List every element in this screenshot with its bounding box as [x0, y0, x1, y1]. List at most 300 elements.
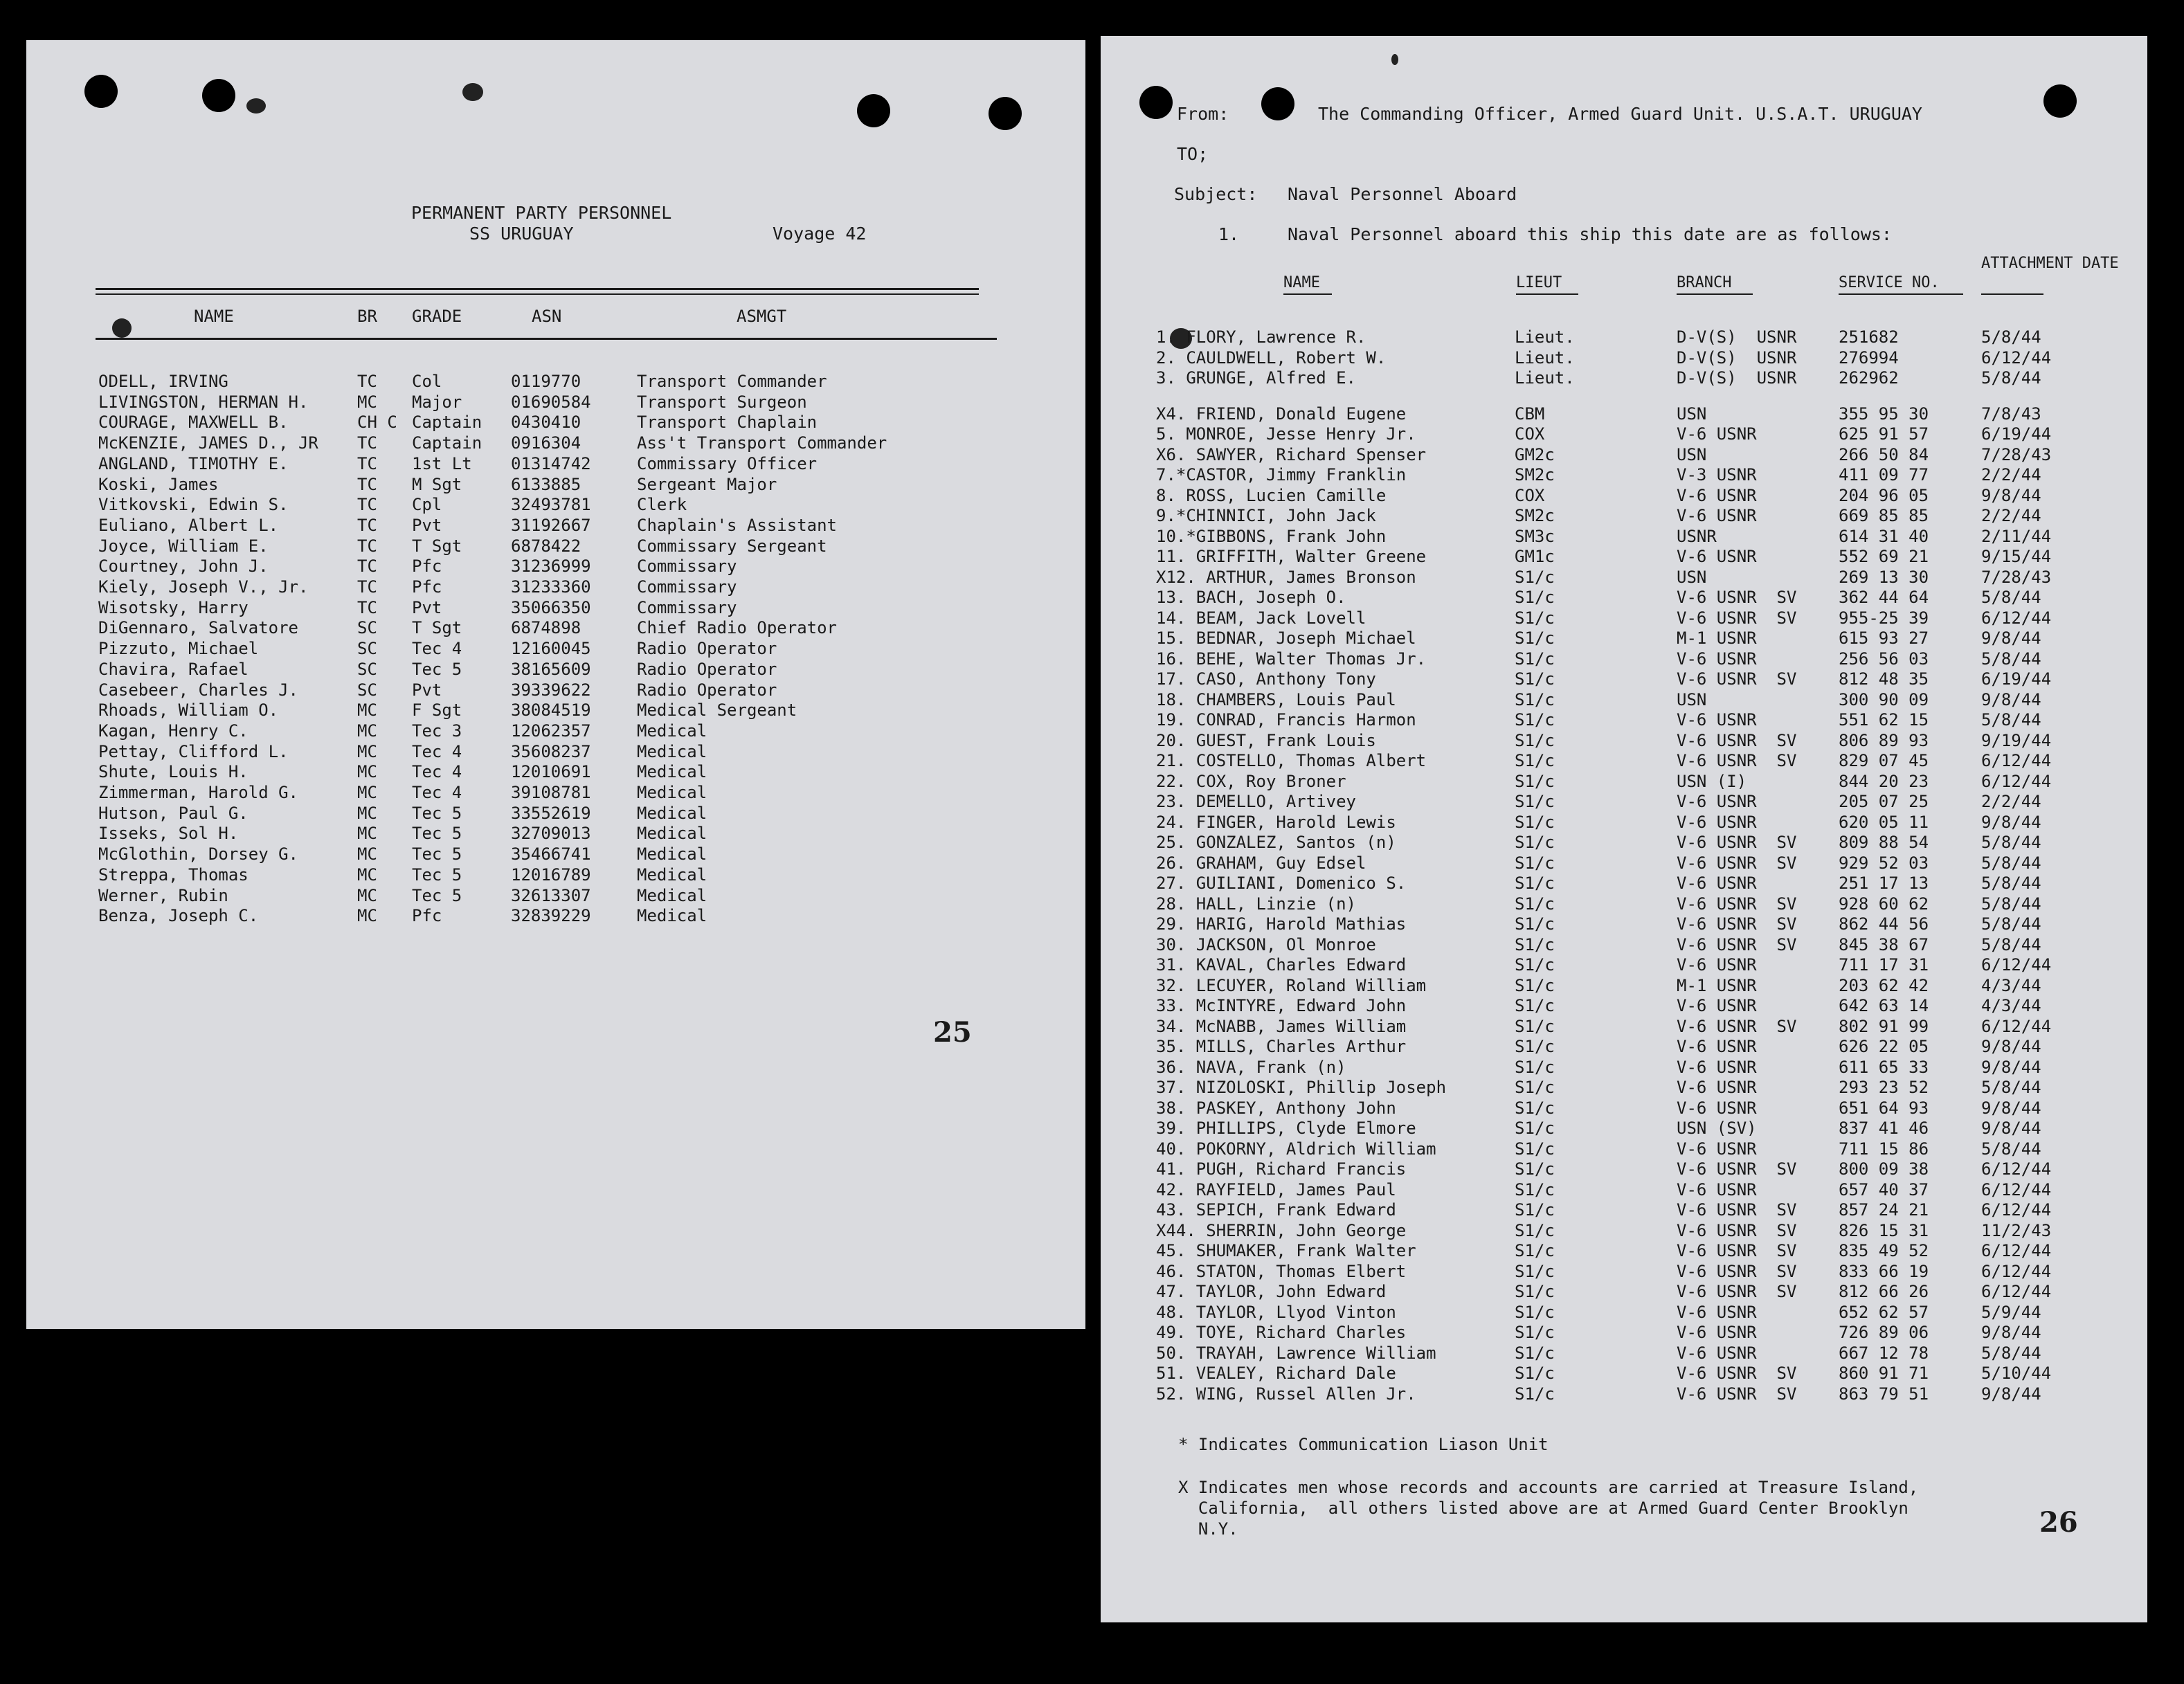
cell-assignment: Commissary Officer	[637, 453, 818, 473]
memo-paragraph-number: 1.	[1218, 224, 1240, 244]
cell-name: Euliano, Albert L.	[98, 515, 279, 535]
cell-assignment: Chaplain's Assistant	[637, 515, 837, 535]
cell-attachment-date: 9/8/44	[1981, 1323, 2041, 1342]
table-row	[1101, 750, 2147, 771]
table-row	[1101, 347, 2147, 368]
cell-branch: V-6 USNR	[1677, 1057, 1757, 1077]
cell-name: Isseks, Sol H.	[98, 824, 239, 844]
cell-name: 1. FLORY, Lawrence R.	[1156, 327, 1366, 347]
table-row	[1101, 709, 2147, 730]
cell-branch: TC	[357, 372, 377, 391]
memo-subject-text: Naval Personnel Aboard	[1288, 184, 1517, 204]
cell-name: 50. TRAYAH, Lawrence William	[1156, 1343, 1436, 1363]
cell-branch: TC	[357, 495, 377, 515]
header-underline-branch	[1677, 293, 1753, 295]
cell-rate: S1/c	[1515, 567, 1555, 587]
cell-attachment-date: 5/8/44	[1981, 368, 2041, 388]
table-row	[1101, 526, 2147, 547]
cell-name: Koski, James	[98, 474, 219, 494]
cell-grade: M Sgt	[412, 474, 462, 494]
col-asn-header: ASN	[532, 307, 562, 326]
cell-branch: V-6 USNR SV	[1677, 1220, 1797, 1240]
table-row	[1101, 853, 2147, 873]
cell-rate: S1/c	[1515, 934, 1555, 954]
cell-branch: V-6 USNR	[1677, 1098, 1757, 1118]
table-row	[1101, 1261, 2147, 1282]
cell-attachment-date: 6/12/44	[1981, 1016, 2052, 1036]
cell-branch: USN (SV)	[1677, 1119, 1757, 1138]
table-row	[1101, 587, 2147, 608]
table-row	[1101, 1302, 2147, 1323]
cell-rate: Lieut.	[1515, 347, 1575, 368]
cell-name: 21. COSTELLO, Thomas Albert	[1156, 751, 1427, 770]
cell-name: 18. CHAMBERS, Louis Paul	[1156, 689, 1396, 709]
cell-grade: Pvt	[412, 597, 442, 617]
cell-service-number: 844 20 23	[1839, 771, 1929, 791]
cell-rate: S1/c	[1515, 1261, 1555, 1281]
cell-service-number: 411 09 77	[1839, 465, 1929, 485]
cell-attachment-date: 5/8/44	[1981, 1343, 2041, 1363]
cell-rate: SM3c	[1515, 526, 1555, 546]
cell-name: 16. BEHE, Walter Thomas Jr.	[1156, 649, 1427, 669]
punch-hole	[2043, 84, 2077, 118]
cell-asn: 32493781	[511, 495, 591, 515]
cell-asn: 39108781	[511, 783, 591, 802]
table-row	[1101, 327, 2147, 347]
cell-rate: S1/c	[1515, 751, 1555, 770]
cell-branch: V-6 USNR	[1677, 955, 1757, 975]
cell-service-number: 806 89 93	[1839, 730, 1929, 750]
cell-service-number: 300 90 09	[1839, 689, 1929, 709]
table-row	[1101, 424, 2147, 444]
cell-rate: S1/c	[1515, 1179, 1555, 1199]
cell-service-number: 652 62 57	[1839, 1302, 1929, 1322]
cell-name: 32. LECUYER, Roland William	[1156, 975, 1427, 995]
cell-asn: 35466741	[511, 844, 591, 864]
cell-branch: MC	[357, 803, 377, 823]
cell-grade: Tec 5	[412, 659, 462, 679]
cell-assignment: Radio Operator	[637, 659, 777, 679]
cell-service-number: 955-25 39	[1839, 608, 1929, 628]
cell-grade: Pvt	[412, 515, 442, 535]
cell-attachment-date: 9/15/44	[1981, 547, 2052, 566]
cell-name: 24. FINGER, Harold Lewis	[1156, 812, 1396, 832]
table-row	[1101, 567, 2147, 588]
cell-asn: 31236999	[511, 556, 591, 577]
table-row	[1101, 1016, 2147, 1037]
cell-branch: V-3 USNR	[1677, 465, 1757, 485]
cell-branch: V-6 USNR SV	[1677, 1282, 1797, 1301]
col-br-header: BR	[357, 307, 377, 326]
table-row	[26, 617, 1085, 638]
cell-rate: S1/c	[1515, 1139, 1555, 1159]
cell-branch: V-6 USNR	[1677, 424, 1757, 444]
cell-rate: S1/c	[1515, 1282, 1555, 1301]
punch-hole	[857, 94, 890, 127]
cell-rate: S1/c	[1515, 853, 1555, 873]
cell-rate: S1/c	[1515, 1220, 1555, 1240]
table-row	[26, 453, 1085, 474]
table-row	[26, 515, 1085, 536]
cell-attachment-date: 6/12/44	[1981, 771, 2052, 791]
cell-service-number: 837 41 46	[1839, 1119, 1929, 1138]
cell-name: 36. NAVA, Frank (n)	[1156, 1057, 1346, 1077]
cell-rate: S1/c	[1515, 792, 1555, 811]
col-attachment-header: ATTACHMENT DATE	[1981, 255, 2119, 272]
cell-attachment-date: 5/8/44	[1981, 1078, 2041, 1097]
cell-assignment: Medical	[637, 762, 707, 782]
cell-service-number: 362 44 64	[1839, 588, 1929, 607]
cell-grade: Tec 5	[412, 824, 462, 844]
cell-service-number: 251 17 13	[1839, 873, 1929, 893]
cell-grade: 1st Lt	[412, 453, 472, 473]
table-row	[1101, 485, 2147, 506]
cell-name: 33. McINTYRE, Edward John	[1156, 996, 1407, 1015]
cell-name: 26. GRAHAM, Guy Edsel	[1156, 853, 1366, 873]
cell-grade: Cpl	[412, 495, 442, 515]
cell-name: 14. BEAM, Jack Lovell	[1156, 608, 1366, 628]
table-row	[1101, 730, 2147, 751]
cell-service-number: 812 48 35	[1839, 669, 1929, 689]
cell-service-number: 863 79 51	[1839, 1384, 1929, 1404]
cell-grade: Pfc	[412, 577, 442, 597]
col-name-header: NAME	[1283, 274, 1320, 291]
table-row	[1101, 1220, 2147, 1241]
table-row	[1101, 608, 2147, 628]
cell-name: 52. WING, Russel Allen Jr.	[1156, 1384, 1416, 1404]
cell-branch: V-6 USNR SV	[1677, 833, 1797, 852]
table-row	[1101, 444, 2147, 465]
cell-branch: TC	[357, 536, 377, 556]
cell-attachment-date: 2/2/44	[1981, 506, 2041, 525]
cell-rate: S1/c	[1515, 730, 1555, 750]
cell-branch: V-6 USNR	[1677, 1037, 1757, 1056]
cell-attachment-date: 9/8/44	[1981, 628, 2041, 648]
table-row	[1101, 546, 2147, 567]
cell-assignment: Medical	[637, 721, 707, 741]
cell-asn: 12016789	[511, 864, 591, 885]
cell-asn: 31192667	[511, 515, 591, 535]
cell-name: 43. SEPICH, Frank Edward	[1156, 1200, 1396, 1220]
cell-rate: S1/c	[1515, 833, 1555, 852]
table-row	[1101, 914, 2147, 934]
header-rule-top	[96, 288, 979, 290]
table-row	[1101, 1343, 2147, 1364]
table-row	[1101, 464, 2147, 485]
cell-grade: Tec 3	[412, 721, 462, 741]
cell-attachment-date: 5/8/44	[1981, 833, 2041, 852]
cell-branch: V-6 USNR	[1677, 1302, 1757, 1322]
cell-service-number: 614 31 40	[1839, 526, 1929, 546]
cell-branch: MC	[357, 700, 377, 721]
table-row	[1101, 689, 2147, 710]
table-row	[1101, 1179, 2147, 1200]
cell-name: 34. McNABB, James William	[1156, 1016, 1407, 1036]
table-row	[1101, 1240, 2147, 1261]
table-row	[1101, 368, 2147, 388]
cell-rate: S1/c	[1515, 1302, 1555, 1322]
cell-grade: Tec 4	[412, 783, 462, 802]
cell-branch: USN	[1677, 567, 1707, 587]
cell-assignment: Medical	[637, 824, 707, 844]
cell-attachment-date: 5/8/44	[1981, 873, 2041, 893]
cell-attachment-date: 6/12/44	[1981, 1200, 2052, 1220]
cell-rate: S1/c	[1515, 649, 1555, 669]
cell-asn: 31233360	[511, 577, 591, 597]
cell-assignment: Medical	[637, 864, 707, 885]
cell-branch: V-6 USNR	[1677, 1078, 1757, 1097]
cell-rate: S1/c	[1515, 812, 1555, 832]
cell-branch: V-6 USNR	[1677, 873, 1757, 893]
cell-branch: V-6 USNR SV	[1677, 934, 1797, 954]
cell-name: 31. KAVAL, Charles Edward	[1156, 955, 1407, 975]
cell-rate: GM2c	[1515, 444, 1555, 464]
cell-branch: V-6 USNR SV	[1677, 608, 1797, 628]
cell-branch: V-6 USNR SV	[1677, 1241, 1797, 1260]
cell-assignment: Ass't Transport Commander	[637, 433, 887, 453]
cell-rate: S1/c	[1515, 1241, 1555, 1260]
col-service-header: SERVICE NO.	[1839, 274, 1940, 291]
cell-name: Pizzuto, Michael	[98, 639, 259, 659]
table-row	[26, 823, 1085, 844]
cell-service-number: 857 24 21	[1839, 1200, 1929, 1220]
cell-rate: Lieut.	[1515, 327, 1575, 347]
cell-service-number: 711 17 31	[1839, 955, 1929, 975]
cell-service-number: 205 07 25	[1839, 792, 1929, 811]
cell-branch: V-6 USNR SV	[1677, 1159, 1797, 1179]
cell-branch: MC	[357, 741, 377, 761]
cell-attachment-date: 9/8/44	[1981, 1037, 2041, 1056]
table-row	[1101, 1281, 2147, 1302]
cell-service-number: 809 88 54	[1839, 833, 1929, 852]
header-rule-top-2	[96, 293, 979, 295]
header-underline-name	[1283, 293, 1332, 295]
cell-attachment-date: 5/8/44	[1981, 934, 2041, 954]
cell-branch: USN	[1677, 444, 1707, 464]
cell-rate: S1/c	[1515, 1343, 1555, 1363]
cell-asn: 01314742	[511, 453, 591, 473]
cell-rate: S1/c	[1515, 1037, 1555, 1056]
cell-service-number: 860 91 71	[1839, 1364, 1929, 1383]
memo-to-label: TO;	[1177, 144, 1209, 164]
cell-grade: Tec 5	[412, 864, 462, 885]
cell-rate: S1/c	[1515, 914, 1555, 934]
cell-branch: V-6 USNR SV	[1677, 1200, 1797, 1220]
table-row	[1101, 771, 2147, 792]
cell-rate: S1/c	[1515, 1057, 1555, 1077]
table-row	[1101, 1118, 2147, 1139]
cell-branch: V-6 USNR SV	[1677, 588, 1797, 607]
cell-branch: V-6 USNR	[1677, 1179, 1757, 1199]
cell-name: DiGennaro, Salvatore	[98, 618, 298, 638]
cell-name: X44. SHERRIN, John George	[1156, 1220, 1407, 1240]
cell-name: 46. STATON, Thomas Elbert	[1156, 1261, 1407, 1281]
cell-name: Kagan, Henry C.	[98, 721, 249, 741]
punch-hole	[1261, 87, 1294, 120]
cell-grade: Tec 5	[412, 803, 462, 823]
cell-rate: COX	[1515, 424, 1545, 444]
cell-rate: S1/c	[1515, 1323, 1555, 1342]
cell-rate: SM2c	[1515, 465, 1555, 485]
col-branch-header: BRANCH	[1677, 274, 1732, 291]
cell-name: 47. TAYLOR, John Edward	[1156, 1282, 1387, 1301]
cell-attachment-date: 9/8/44	[1981, 812, 2041, 832]
cell-branch: V-6 USNR SV	[1677, 1261, 1797, 1281]
table-row	[26, 371, 1085, 392]
cell-name: Joyce, William E.	[98, 536, 269, 556]
cell-name: 5. MONROE, Jesse Henry Jr.	[1156, 424, 1416, 444]
cell-attachment-date: 5/8/44	[1981, 894, 2041, 914]
memo-subject-label: Subject:	[1174, 184, 1258, 204]
cell-branch: V-6 USNR SV	[1677, 751, 1797, 770]
cell-rate: S1/c	[1515, 955, 1555, 975]
cell-name: 9.*CHINNICI, John Jack	[1156, 506, 1376, 525]
cell-rate: S1/c	[1515, 1384, 1555, 1404]
cell-rate: S1/c	[1515, 996, 1555, 1015]
cell-rate: S1/c	[1515, 1078, 1555, 1097]
cell-name: ANGLAND, TIMOTHY E.	[98, 453, 289, 473]
cell-branch: TC	[357, 577, 377, 597]
cell-name: Benza, Joseph C.	[98, 906, 259, 926]
cell-service-number: 802 91 99	[1839, 1016, 1929, 1036]
table-row	[1101, 404, 2147, 424]
cell-grade: Pfc	[412, 556, 442, 577]
memo-paragraph-text: Naval Personnel aboard this ship this date are as follows:	[1288, 224, 1892, 244]
cell-branch: V-6 USNR	[1677, 1323, 1757, 1342]
cell-service-number: 812 66 26	[1839, 1282, 1929, 1301]
table-row	[26, 474, 1085, 495]
cell-name: Casebeer, Charles J.	[98, 680, 298, 700]
ship-name: SS URUGUAY	[469, 224, 574, 244]
cell-attachment-date: 6/12/44	[1981, 608, 2052, 628]
cell-service-number: 800 09 38	[1839, 1159, 1929, 1179]
cell-service-number: 829 07 45	[1839, 751, 1929, 770]
cell-name: 11. GRIFFITH, Walter Greene	[1156, 547, 1427, 566]
cell-rate: S1/c	[1515, 975, 1555, 995]
cell-rate: S1/c	[1515, 1200, 1555, 1220]
ink-speck	[462, 83, 483, 101]
cell-branch: V-6 USNR	[1677, 1139, 1757, 1159]
cell-service-number: 657 40 37	[1839, 1179, 1929, 1199]
cell-branch: V-6 USNR SV	[1677, 1016, 1797, 1036]
cell-attachment-date: 2/2/44	[1981, 792, 2041, 811]
cell-asn: 35608237	[511, 741, 591, 761]
cell-name: 15. BEDNAR, Joseph Michael	[1156, 628, 1416, 648]
table-row	[1101, 1322, 2147, 1343]
cell-service-number: 355 95 30	[1839, 404, 1929, 424]
cell-service-number: 845 38 67	[1839, 934, 1929, 954]
cell-branch: SC	[357, 659, 377, 679]
table-row	[1101, 832, 2147, 853]
cell-service-number: 551 62 15	[1839, 710, 1929, 730]
cell-attachment-date: 9/8/44	[1981, 1057, 2041, 1077]
table-row	[1101, 894, 2147, 914]
punch-hole	[1139, 86, 1173, 119]
cell-name: 25. GONZALEZ, Santos (n)	[1156, 833, 1396, 852]
cell-branch: SC	[357, 680, 377, 700]
cell-name: 35. MILLS, Charles Arthur	[1156, 1037, 1407, 1056]
cell-branch: MC	[357, 392, 377, 412]
cell-service-number: 726 89 06	[1839, 1323, 1929, 1342]
cell-attachment-date: 5/8/44	[1981, 710, 2041, 730]
cell-grade: Tec 4	[412, 639, 462, 659]
table-row	[1101, 669, 2147, 689]
cell-assignment: Sergeant Major	[637, 474, 777, 494]
cell-branch: V-6 USNR SV	[1677, 894, 1797, 914]
cell-asn: 32613307	[511, 885, 591, 905]
cell-name: 45. SHUMAKER, Frank Walter	[1156, 1241, 1416, 1260]
cell-name: McGlothin, Dorsey G.	[98, 844, 298, 864]
cell-attachment-date: 6/12/44	[1981, 1159, 2052, 1179]
cell-service-number: 269 13 30	[1839, 567, 1929, 587]
cell-branch: M-1 USNR	[1677, 628, 1757, 648]
cell-branch: TC	[357, 556, 377, 577]
table-row	[1101, 954, 2147, 975]
cell-attachment-date: 5/10/44	[1981, 1364, 2052, 1383]
table-row	[26, 494, 1085, 515]
cell-name: Zimmerman, Harold G.	[98, 783, 298, 802]
cell-rate: S1/c	[1515, 608, 1555, 628]
cell-name: Vitkovski, Edwin S.	[98, 495, 289, 515]
cell-name: 30. JACKSON, Ol Monroe	[1156, 934, 1376, 954]
table-row	[1101, 1139, 2147, 1159]
cell-branch: MC	[357, 864, 377, 885]
left-document-page	[26, 40, 1085, 1329]
cell-rate: COX	[1515, 485, 1545, 505]
cell-service-number: 642 63 14	[1839, 996, 1929, 1015]
cell-branch: TC	[357, 597, 377, 617]
cell-branch: V-6 USNR	[1677, 485, 1757, 505]
cell-name: 23. DEMELLO, Artivey	[1156, 792, 1356, 811]
cell-grade: Major	[412, 392, 462, 412]
cell-service-number: 669 85 85	[1839, 506, 1929, 525]
table-row	[1101, 873, 2147, 894]
cell-branch: MC	[357, 844, 377, 864]
cell-branch: CH C	[357, 413, 397, 433]
cell-attachment-date: 6/12/44	[1981, 751, 2052, 770]
cell-attachment-date: 9/8/44	[1981, 1098, 2041, 1118]
cell-rate: S1/c	[1515, 1119, 1555, 1138]
memo-from-text: The Commanding Officer, Armed Guard Unit. U.S.A.T. URUGUAY	[1318, 104, 1922, 124]
cell-service-number: 651 64 93	[1839, 1098, 1929, 1118]
cell-grade: Captain	[412, 433, 482, 453]
cell-name: 41. PUGH, Richard Francis	[1156, 1159, 1407, 1179]
cell-service-number: 256 56 03	[1839, 649, 1929, 669]
table-row	[1101, 812, 2147, 833]
cell-name: 27. GUILIANI, Domenico S.	[1156, 873, 1407, 893]
col-name-header: NAME	[194, 307, 234, 326]
cell-service-number: 929 52 03	[1839, 853, 1929, 873]
cell-asn: 0916304	[511, 433, 581, 453]
header-underline-lieut	[1516, 293, 1578, 295]
document-title: PERMANENT PARTY PERSONNEL	[411, 203, 672, 223]
table-row	[1101, 1363, 2147, 1384]
cell-grade: Tec 4	[412, 762, 462, 782]
cell-attachment-date: 5/9/44	[1981, 1302, 2041, 1322]
table-row	[26, 905, 1085, 926]
cell-branch: USN	[1677, 404, 1707, 424]
cell-branch: SC	[357, 639, 377, 659]
table-row	[26, 597, 1085, 618]
table-row	[26, 392, 1085, 413]
cell-branch: V-6 USNR SV	[1677, 669, 1797, 689]
col-grade-header: GRADE	[412, 307, 462, 326]
cell-name: Hutson, Paul G.	[98, 803, 249, 823]
cell-asn: 12062357	[511, 721, 591, 741]
cell-name: McKENZIE, JAMES D., JR	[98, 433, 318, 453]
cell-attachment-date: 5/8/44	[1981, 914, 2041, 934]
header-underline-service	[1839, 293, 1963, 295]
